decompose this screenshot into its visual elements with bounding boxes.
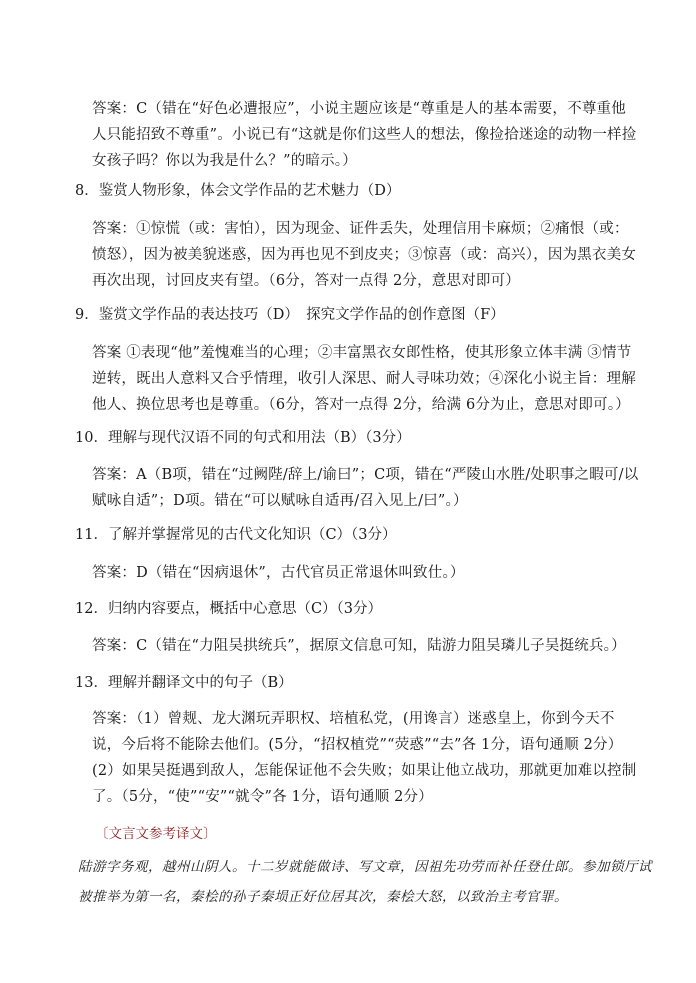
question-11-heading: 11．了解并掌握常见的古代文化知识（C）（3分） [75, 527, 397, 543]
answer-12: 答案：C（错在“力阻吴拱统兵”，据原文信息可知，陆游力阻吴璘儿子吴挺统兵。） [92, 638, 626, 654]
question-12-heading: 12．归纳内容要点，概括中心意思（C）（3分） [75, 601, 383, 617]
answer-7: 答案：C（错在“好色必遭报应”，小说主题应该是“尊重是人的基本需要，不尊重他人只能招致不尊重”。小说已有“这就是你们这些人的想法，像捡拾迷途的动物一样捡女孩子吗？你以为我是什么？”的暗示。） [92, 101, 637, 169]
question-9-heading: 9．鉴赏文学作品的表达技巧（D） 探究文学作品的创作意图（F） [75, 307, 505, 323]
answer-13: 答案：（1）曾觌、龙大渊玩弄职权、培植私党，(用谗言）迷惑皇上，你到今天不说，今后将不能除去他们。(5分，“招权植党”“荧惑”“去”各 1分，语句通顺 2分）(2）如果吴挺遇到敌人，怎能保证他不会失败；如果让他立战功，那就更加难以控制了。（5分，“使”“安”“就令”各 1分，语句通顺 2分） [92, 711, 637, 805]
answer-11: 答案：D（错在“因病退休”，古代官员正常退休叫致仕。） [92, 565, 465, 581]
answer-8: 答案：①惊慌（或：害怕），因为现金、证件丢失，处理信用卡麻烦；②痛恨（或：愤怒），因为被美貌迷惑，因为再也见不到皮夹；③惊喜（或：高兴），因为黑衣美女再次出现，讨回皮夹有望。（6分，答对一点得 2分，意思对即可） [92, 221, 637, 289]
question-13-heading: 13．理解并翻译文中的句子（B） [75, 675, 293, 691]
section-tag: 〔文言文参考译文〕 [95, 826, 217, 842]
question-10-heading: 10．理解与现代汉语不同的句式和用法（B）（3分） [75, 430, 411, 446]
translation-paragraph: 陆游字务观，越州山阴人。十二岁就能做诗、写文章，因祖先功劳而补任登仕郎。参加锁厅试被推举为第一名，秦桧的孙子秦埙正好位居其次，秦桧大怒，以致治主考官罪。 [78, 859, 652, 905]
answer-9: 答案 ①表现“他”羞愧难当的心理；②丰富黑衣女郎性格，使其形象立体丰满 ③情节逆转，既出人意料又合乎情理，收引人深思、耐人寻味功效；④深化小说主旨：理解他人、换位思考也是尊重。（6分，答对一点得 2分，给满 6分为止，意思对即可。） [92, 345, 636, 413]
question-8-heading: 8．鉴赏人物形象，体会文学作品的艺术魅力（D） [75, 183, 401, 199]
answer-10: 答案：A（B项，错在“过阙陛/辞上/谕曰”；C项，错在“严陵山水胜/处职事之暇可/以赋咏自适”；D项。错在“可以赋咏自适再/召入见上/曰”。） [92, 467, 639, 509]
